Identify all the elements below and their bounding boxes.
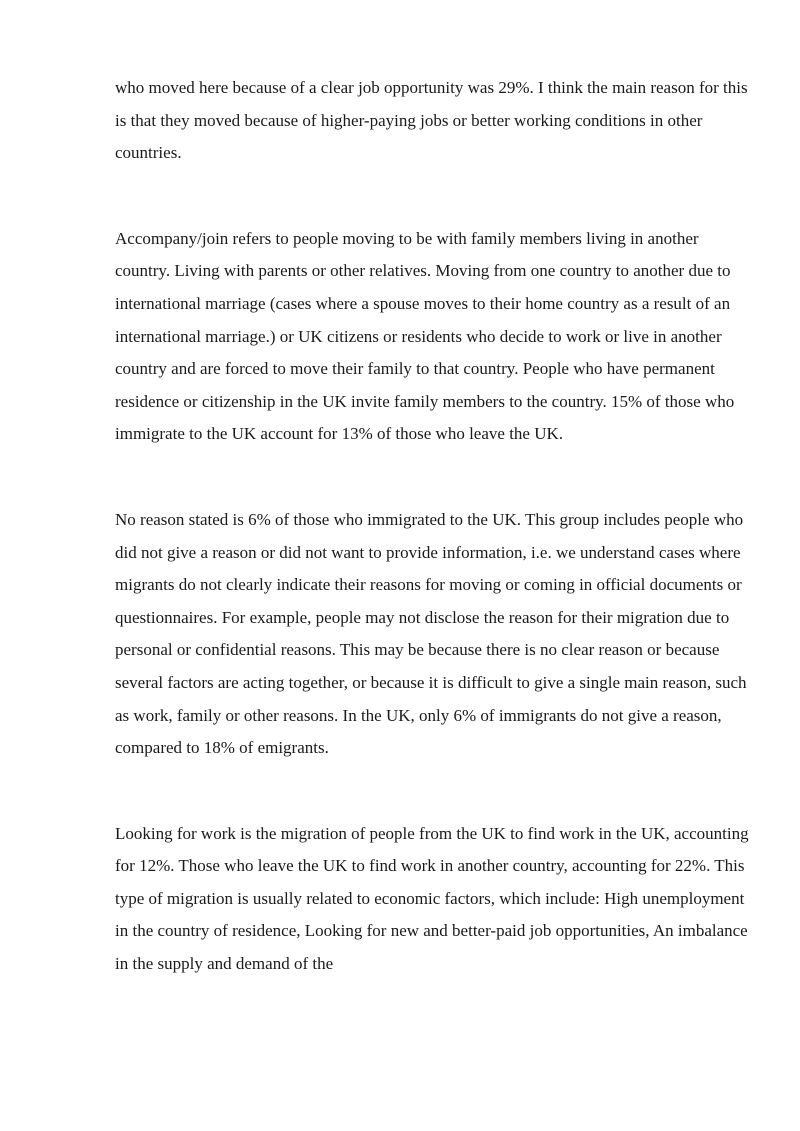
paragraph-job-opportunity: who moved here because of a clear job opportunity was 29%. I think the main reason for this is that they moved because of higher-paying jobs or better working conditions in other countries. (115, 78, 748, 163)
paragraph-looking-for-work: Looking for work is the migration of people from the UK to find work in the UK, accounting for 12%. Those who leave the UK to find work in another country, accounting for 22%. This type of migration is usually related to economic factors, which include: High unemployment in the country of residence, Looking for new and better-paid job opportunities, An imbalance in the supply and demand of the (115, 823, 749, 974)
document-body (115, 72, 750, 1034)
paragraph-accompany-join: Accompany/join refers to people moving to be with family members living in another country. Living with parents or other relatives. Moving from one country to another due to international marriage (cases where a spouse moves to their home country as a result of an international marriage.) or UK citizens or residents who decide to work or live in another country and are forced to move their family to that country. People who have permanent residence or citizenship in the UK invite family members to the country. 15% of those who immigrate to the UK account for 13% of those who leave the UK. (115, 228, 735, 444)
paragraph-no-reason-stated: No reason stated is 6% of those who immigrated to the UK. This group includes people who did not give a reason or did not want to provide information, i.e. we understand cases where migrants do not clearly indicate their reasons for moving or coming in official documents or questionnaires. For example, people may not disclose the reason for their migration due to personal or confidential reasons. This may be because there is no clear reason or because several factors are acting together, or because it is difficult to give a single main reason, such as work, family or other reasons. In the UK, only 6% of immigrants do not give a reason, compared to 18% of emigrants. (115, 509, 747, 758)
